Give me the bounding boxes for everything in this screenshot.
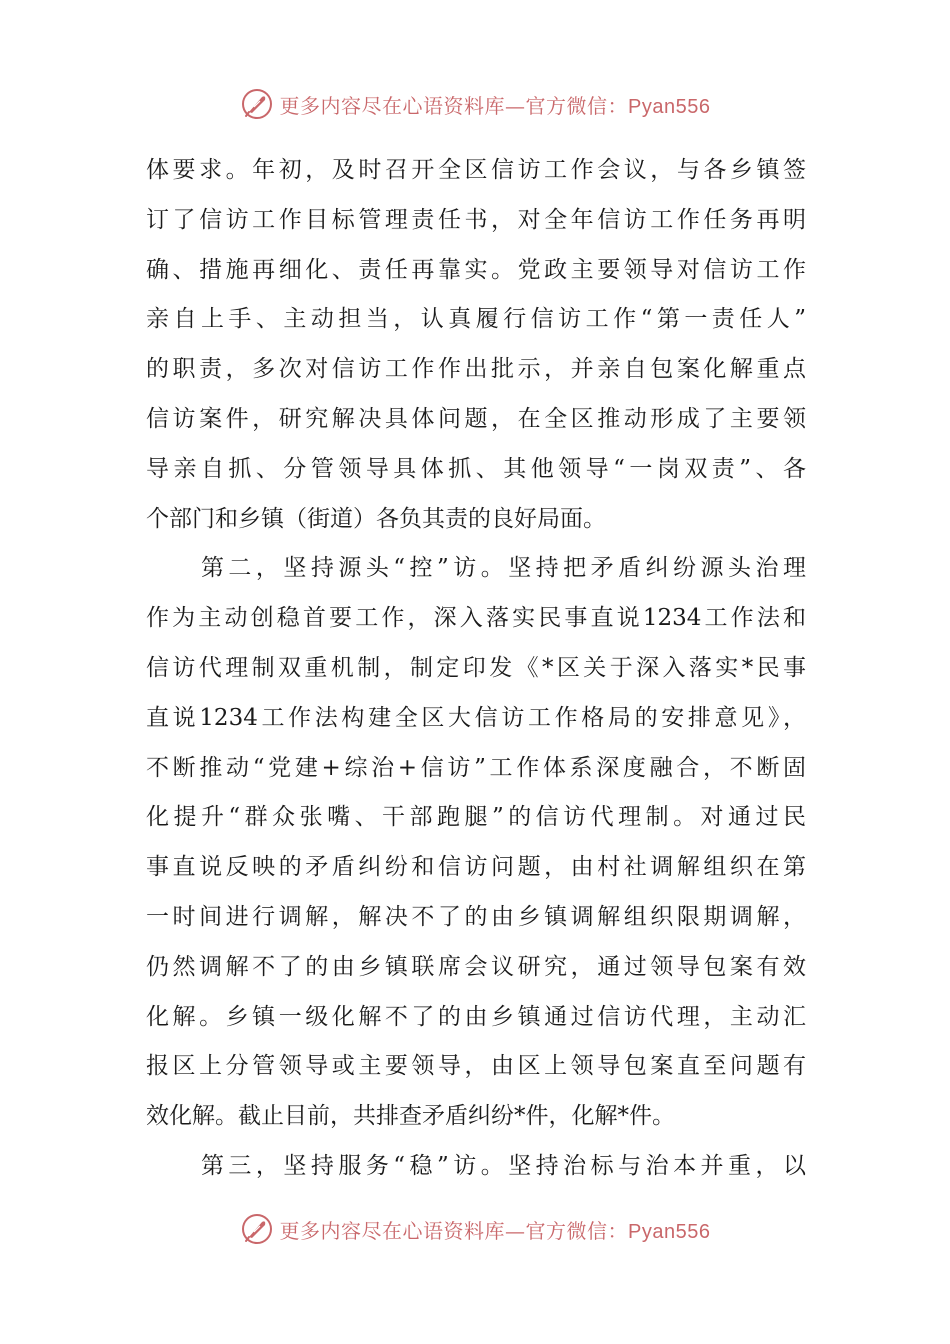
text-line: 效化解。截止目前，共排查矛盾纠纷*件，化解*件。 bbox=[146, 1103, 675, 1130]
text-line: 仍然调解不了的由乡镇联席会议研究，通过领导包案有效 bbox=[146, 953, 806, 980]
text-line: 第三，坚持服务“稳”访。坚持治标与治本并重，以 bbox=[146, 1152, 806, 1179]
text-line: 的职责，多次对信访工作作出批示，并亲自包案化解重点 bbox=[146, 356, 806, 383]
header-watermark bbox=[0, 84, 950, 124]
watermark-text: 更多内容尽在心语资料库—官方微信：Pyan556 bbox=[279, 1218, 711, 1243]
text-line: 第二，坚持源头“控”访。坚持把矛盾纠纷源头治理 bbox=[146, 555, 806, 582]
text-line: 一时间进行调解，解决不了的由乡镇调解组织限期调解， bbox=[146, 903, 806, 930]
document-body bbox=[146, 146, 806, 1192]
quill-pen-logo-icon bbox=[240, 1212, 274, 1246]
watermark-text: 更多内容尽在心语资料库—官方微信：Pyan556 bbox=[279, 93, 711, 118]
quill-pen-logo-icon bbox=[240, 87, 274, 121]
text-line: 亲自上手、主动担当，认真履行信访工作“第一责任人” bbox=[146, 306, 806, 333]
text-line: 事直说反映的矛盾纠纷和信访问题，由村社调解组织在第 bbox=[146, 854, 806, 881]
text-line: 体要求。年初，及时召开全区信访工作会议，与各乡镇签 bbox=[146, 157, 806, 183]
text-line: 化提升“群众张嘴、干部跑腿”的信访代理制。对通过民 bbox=[146, 804, 806, 831]
text-line: 订了信访工作目标管理责任书，对全年信访工作任务再明 bbox=[146, 206, 806, 233]
text-line: 化解。乡镇一级化解不了的由乡镇通过信访代理，主动汇 bbox=[146, 1003, 806, 1030]
text-line: 作为主动创稳首要工作，深入落实民事直说1234工作法和 bbox=[146, 605, 806, 632]
footer-watermark bbox=[0, 1209, 950, 1249]
text-line: 确、措施再细化、责任再靠实。党政主要领导对信访工作 bbox=[146, 256, 806, 283]
text-line: 直说1234工作法构建全区大信访工作格局的安排意见》， bbox=[146, 704, 806, 731]
text-line: 报区上分管领导或主要领导，由区上领导包案直至问题有 bbox=[146, 1053, 806, 1080]
text-line: 信访案件，研究解决具体问题，在全区推动形成了主要领 bbox=[146, 405, 806, 432]
text-line: 导亲自抓、分管领导具体抓、其他领导“一岗双责”、各 bbox=[146, 455, 806, 482]
text-line: 信访代理制双重机制，制定印发《*区关于深入落实*民事 bbox=[146, 654, 806, 681]
text-line: 个部门和乡镇（街道）各负其责的良好局面。 bbox=[146, 505, 606, 532]
text-line: 不断推动“党建+综治+信访”工作体系深度融合，不断固 bbox=[146, 754, 806, 781]
